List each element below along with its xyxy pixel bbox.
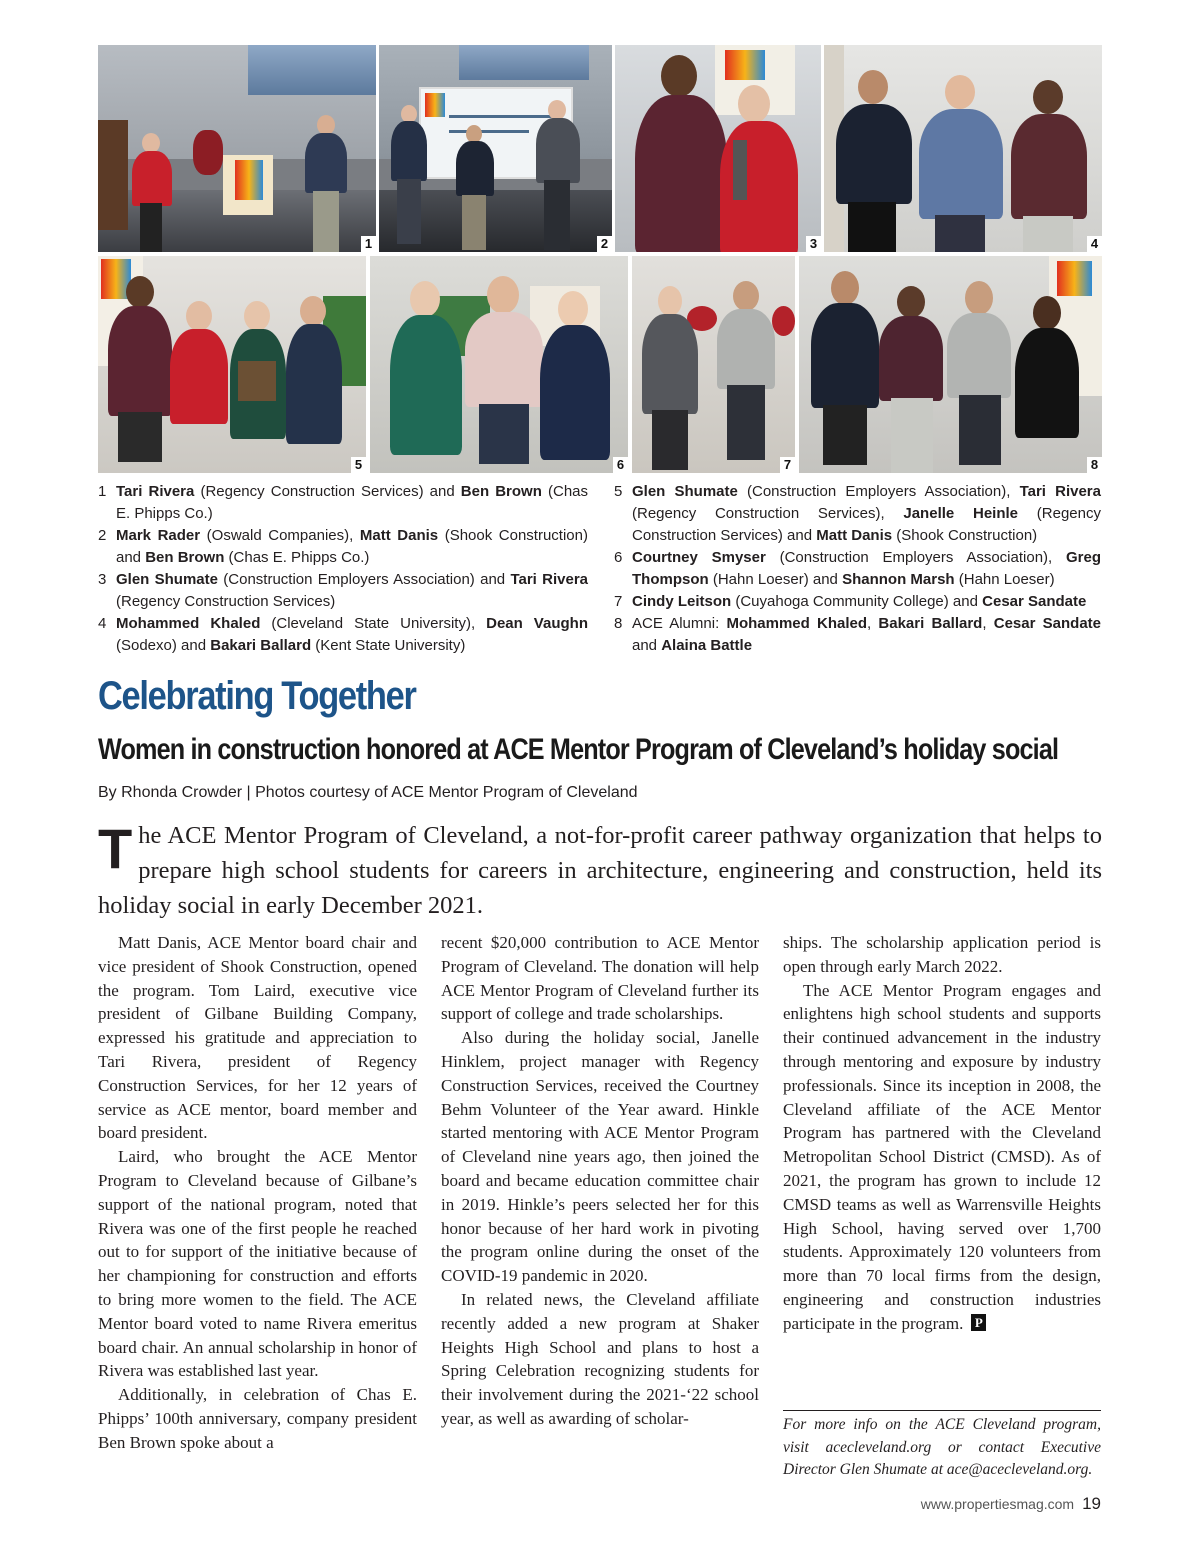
caption-name: Ben Brown	[145, 549, 225, 566]
caption-text: (Construction Employers Association) and	[217, 571, 511, 588]
photo-7	[632, 256, 795, 473]
caption-text: (Chas E. Phipps Co.)	[116, 483, 588, 522]
drop-cap: T	[98, 817, 133, 880]
caption-text: (Regency Construction Services) and	[194, 483, 461, 500]
photo-number: 7	[780, 457, 795, 473]
caption-text: ,	[982, 615, 994, 632]
caption-text: (Kent State University)	[311, 637, 466, 654]
caption-text: (Regency Construction Services) and	[632, 505, 1101, 544]
photo-captions-left	[98, 481, 588, 657]
paragraph	[783, 979, 1101, 1336]
caption-name: Matt Danis	[816, 527, 893, 544]
caption-text: (Chas E. Phipps Co.)	[224, 549, 370, 566]
caption-text: (Cleveland State University),	[260, 615, 487, 632]
caption-text: (Hahn Loeser) and	[708, 571, 843, 588]
paragraph: Also during the holiday social, Janelle Hinklem, project manager with Regency Construction Services, received the Courtney Behm Volunteer of the Year award. Hinkle started mentoring with ACE Mentor Program of Cleveland nine years ago, then joined the board and became education committee chair in 2019. Hinkle’s peers selected her for this honor because of her hard work in pivoting the program online during the onset of the COVID-19 pandemic in 2020.	[441, 1028, 759, 1286]
caption-text: and	[632, 637, 662, 654]
caption-name: Bakari Ballard	[210, 637, 312, 654]
photo-1	[98, 45, 376, 252]
more-info-note: For more info on the ACE Cleveland program, visit acecleveland.org or contact Executive Director Glen Shumate at ace@acecleveland.org.	[783, 1416, 1101, 1478]
caption-item	[98, 569, 588, 613]
article-headline: Celebrating Together	[98, 674, 416, 718]
caption-number: 3	[98, 571, 107, 588]
photo-captions-right	[614, 481, 1101, 657]
caption-text: (Oswald Companies),	[200, 527, 360, 544]
footer-url[interactable]: www.propertiesmag.com	[920, 1496, 1075, 1512]
caption-text: ACE Alumni:	[632, 615, 727, 632]
paragraph: In related news, the Cleveland affiliate recently added a new program at Shaker Heights High School and plans to host a Spring Celebration recognizing students for their involvement during the 2021-‘22 school year, as well as awarding of scholar-	[441, 1289, 759, 1428]
caption-number: 5	[614, 483, 623, 500]
photo-number: 2	[597, 236, 612, 252]
photo-number: 8	[1087, 457, 1102, 473]
caption-number: 8	[614, 615, 623, 632]
caption-name: Tari Rivera	[510, 571, 588, 588]
photo-number: 4	[1087, 236, 1102, 252]
body-column-1	[98, 931, 417, 1455]
caption-name: Greg Thompson	[632, 549, 1101, 588]
paragraph-text: The ACE Mentor Program engages and enlightens high school students and supports their continued advancement in the industry through mentoring and exposure by industry professionals. Since its inception in 2008, the Cleveland affiliate of the ACE Mentor Program has partnered with the Cleveland Metropolitan School District (CMSD). As of 2021, the program has grown to include 12 CMSD teams as well as Warrensville Heights High School, having served over 1,700 students. Approximately 120 volunteers from more than 70 local firms from the design, engineering and construction industries participate in the program.	[783, 980, 1101, 1333]
caption-name: Cesar Sandate	[993, 615, 1101, 632]
photo-5	[98, 256, 366, 473]
photo-8	[799, 256, 1102, 473]
caption-item	[614, 481, 1101, 547]
photo-2	[379, 45, 612, 252]
caption-name: Glen Shumate	[632, 483, 738, 500]
caption-name: Mohammed Khaled	[116, 615, 261, 632]
caption-text: (Construction Employers Association),	[737, 483, 1020, 500]
article-subhead: Women in construction honored at ACE Mentor Program of Cleveland’s holiday social	[98, 733, 1059, 766]
caption-item	[614, 613, 1101, 657]
byline: By Rhonda Crowder | Photos courtesy of ACE Mentor Program of Cleveland	[98, 784, 638, 801]
paragraph: Laird, who brought the ACE Mentor Program to Cleveland because of Gilbane’s support of the national program, noted that Rivera was one of the first people he reached out to for support of the initiative because of her championing for construction and efforts to bring more women to the field. The ACE Mentor board voted to name Rivera emeritus board chair. An annual scholarship in honor of Rivera was established last year.	[98, 1147, 417, 1381]
caption-number: 7	[614, 593, 623, 610]
caption-name: Courtney Smyser	[632, 549, 766, 566]
caption-item	[98, 613, 588, 657]
caption-name: Glen Shumate	[116, 571, 218, 588]
paragraph: ships. The scholarship application period is open through early March 2022.	[783, 933, 1101, 976]
caption-item	[614, 547, 1101, 591]
caption-text: (Regency Construction Services)	[116, 593, 336, 610]
caption-text: (Regency Construction Services),	[632, 505, 904, 522]
page-number: 19	[1082, 1494, 1101, 1513]
caption-number: 2	[98, 527, 107, 544]
photo-3	[615, 45, 821, 252]
caption-text: (Sodexo) and	[116, 637, 211, 654]
caption-number: 6	[614, 549, 623, 566]
paragraph: Matt Danis, ACE Mentor board chair and vice president of Shook Construction, opened the program. Tom Laird, executive vice president of Gilbane Building Company, expressed his gratitude and appreciation to Tari Rivera, president of Regency Construction Services, for her 12 years of service as ACE mentor, board member and board president.	[98, 933, 417, 1143]
caption-name: Shannon Marsh	[842, 571, 955, 588]
photo-number: 3	[806, 236, 821, 252]
caption-name: Tari Rivera	[116, 483, 195, 500]
caption-name: Mohammed Khaled	[726, 615, 868, 632]
caption-text: (Shook Construction)	[892, 527, 1038, 544]
caption-item	[614, 591, 1101, 613]
caption-name: Janelle Heinle	[903, 505, 1019, 522]
caption-item	[98, 525, 588, 569]
caption-text: (Shook Construction) and	[116, 527, 588, 566]
paragraph: Additionally, in celebration of Chas E. Phipps’ 100th anniversary, company president Ben Brown spoke about a	[98, 1385, 417, 1452]
caption-name: Tari Rivera	[1019, 483, 1101, 500]
caption-name: Bakari Ballard	[878, 615, 983, 632]
caption-text: ,	[867, 615, 879, 632]
photo-number: 1	[361, 236, 376, 252]
body-column-3	[783, 931, 1101, 1336]
caption-text: (Cuyahoga Community College) and	[731, 593, 983, 610]
caption-item	[98, 481, 588, 525]
article-lede	[98, 818, 1102, 923]
caption-name: Dean Vaughn	[486, 615, 588, 632]
photo-4	[824, 45, 1102, 252]
caption-name: Cesar Sandate	[982, 593, 1087, 610]
caption-text: (Construction Employers Association),	[765, 549, 1066, 566]
divider	[783, 1410, 1101, 1411]
end-mark-icon: P	[971, 1314, 986, 1331]
caption-name: Matt Danis	[359, 527, 439, 544]
caption-number: 4	[98, 615, 107, 632]
caption-name: Mark Rader	[116, 527, 201, 544]
caption-text: (Hahn Loeser)	[954, 571, 1055, 588]
photo-number: 6	[613, 457, 628, 473]
body-column-2	[441, 931, 759, 1431]
lede-text: he ACE Mentor Program of Cleveland, a not-for-profit career pathway organization that helps to prepare high school students for careers in architecture, engineering and construction, held its holiday social in early December 2021.	[98, 822, 1102, 919]
paragraph: recent $20,000 contribution to ACE Mentor Program of Cleveland. The donation will help ACE Mentor Program of Cleveland further its support of college and trade scholarships.	[441, 933, 759, 1024]
caption-number: 1	[98, 483, 107, 500]
photo-number: 5	[351, 457, 366, 473]
caption-name: Alaina Battle	[661, 637, 753, 654]
caption-name: Cindy Leitson	[632, 593, 732, 610]
caption-name: Ben Brown	[460, 483, 542, 500]
photo-6	[370, 256, 628, 473]
page-footer	[921, 1494, 1101, 1514]
